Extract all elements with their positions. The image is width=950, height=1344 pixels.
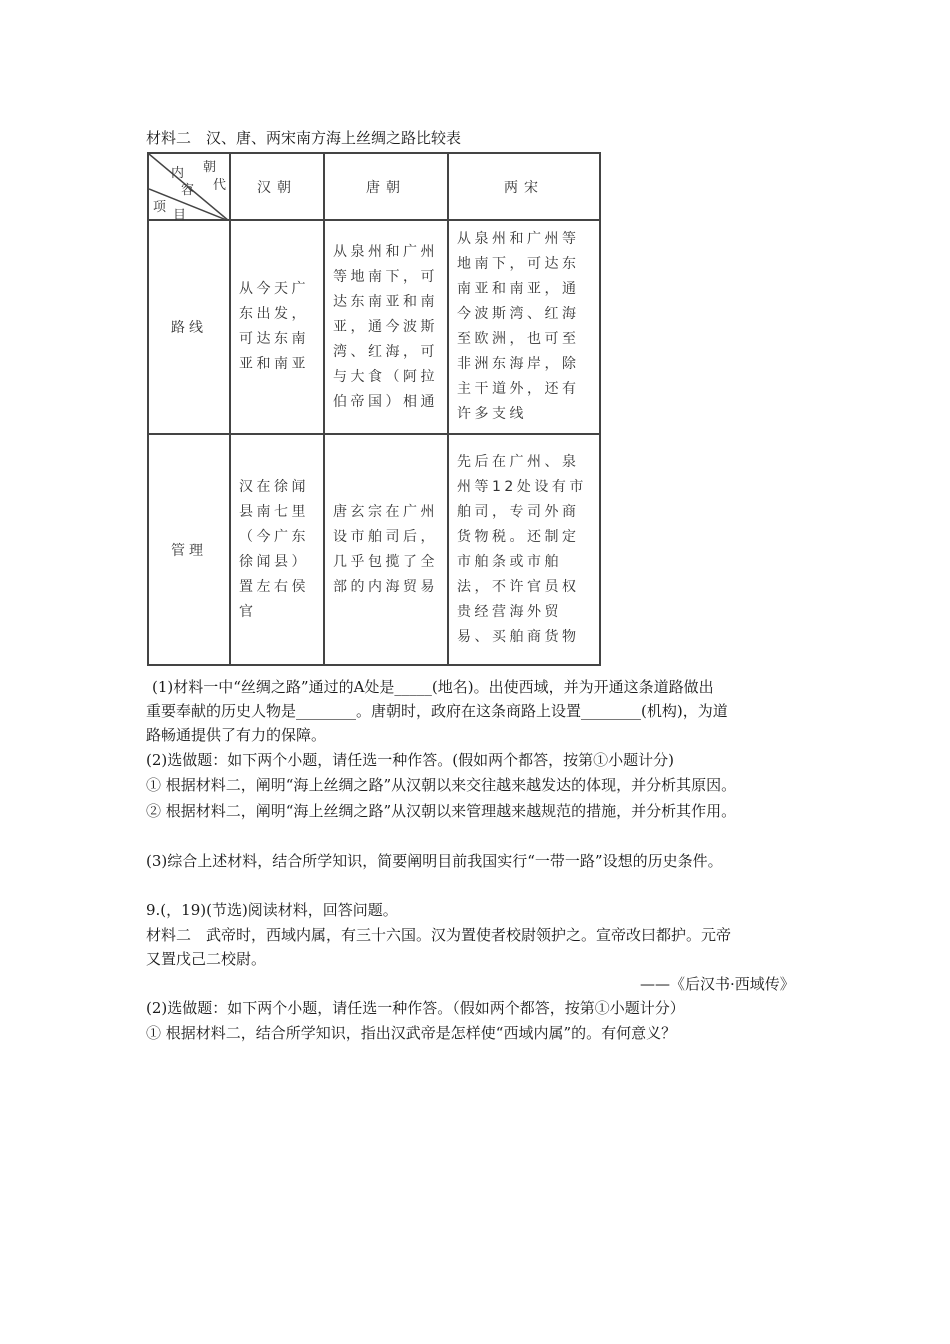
q9-material-line1: 材料二 武帝时，西域内属，有三十六国。汉为置使者校尉领护之。宣帝改曰都护。元帝: [146, 926, 732, 944]
row-label-route: 路线: [148, 220, 230, 434]
route-han: 从今天广东出发，可达东南亚和南亚: [230, 220, 324, 434]
corner-nei: 内: [171, 166, 185, 181]
q9-source: ——《后汉书·西域传》: [640, 975, 795, 993]
q2-option1: ① 根据材料二，阐明“海上丝绸之路”从汉朝以来交往越来越发达的体现，并分析其原因。: [146, 776, 737, 794]
corner-dai: 代: [213, 178, 227, 193]
corner-rong: 容: [181, 183, 195, 198]
q9-q2-intro: (2)选做题：如下两个小题，请任选一种作答。（假如两个都答，按第①小题计分）: [146, 999, 685, 1017]
q3: (3)综合上述材料，结合所学知识，简要阐明目前我国实行“一带一路”设想的历史条件。: [146, 852, 723, 870]
q2-intro: (2)选做题：如下两个小题，请任选一种作答。(假如两个都答，按第①小题计分): [146, 751, 674, 769]
management-han: 汉在徐闻县南七里（今广东徐闻县）置左右侯官: [230, 434, 324, 665]
management-tang: 唐玄宗在广州设市舶司后，几乎包揽了全部的内海贸易: [324, 434, 448, 665]
row-label-management: 管理: [148, 434, 230, 665]
q9-q2-option1: ① 根据材料二，结合所学知识，指出汉武帝是怎样使“西域内属”的。有何意义？: [146, 1024, 677, 1042]
corner-chao: 朝: [203, 160, 217, 175]
q9-material-line2: 又置戊己二校尉。: [146, 950, 267, 968]
header-tang: 唐朝: [324, 153, 448, 220]
table-row-route: [148, 220, 600, 434]
corner-mu: 目: [173, 208, 187, 223]
q1-line3: 路畅通提供了有力的保障。: [146, 726, 327, 744]
material2-title: 材料二 汉、唐、两宋南方海上丝绸之路比较表: [146, 129, 462, 147]
q2-option2: ② 根据材料二，阐明“海上丝绸之路”从汉朝以来管理越来越规范的措施，并分析其作用。: [146, 802, 737, 820]
table-row-management: [148, 434, 600, 665]
header-han: 汉朝: [230, 153, 324, 220]
management-song: 先后在广州、泉州等12处设有市舶司，专司外商货物税。还制定市舶条或市舶法，不许官员权贵经营海外贸易、买舶商货物: [448, 434, 600, 665]
table-header-row: [148, 153, 600, 220]
corner-xiang: 项: [153, 200, 167, 215]
q1-line1: (1)材料一中“丝绸之路”通过的A处是_____(地名)。出使西域，并为开通这条道路做出: [152, 678, 714, 696]
q9-title: 9.(，19)(节选)阅读材料，回答问题。: [146, 901, 398, 919]
silk-road-comparison-table: [147, 152, 601, 666]
diagonal-corner-cell: [148, 153, 230, 223]
header-song: 两宋: [448, 153, 600, 220]
route-song: 从泉州和广州等地南下，可达东南亚和南亚，通今波斯湾、红海至欧洲，也可至非洲东海岸，除主干道外，还有许多支线: [448, 220, 600, 434]
route-tang: 从泉州和广州等地南下，可达东南亚和南亚，通今波斯湾、红海，可与大食（阿拉伯帝国）相通: [324, 220, 448, 434]
q1-line2: 重要奉献的历史人物是________。唐朝时，政府在这条商路上设置________(机构)，为道: [146, 702, 728, 720]
